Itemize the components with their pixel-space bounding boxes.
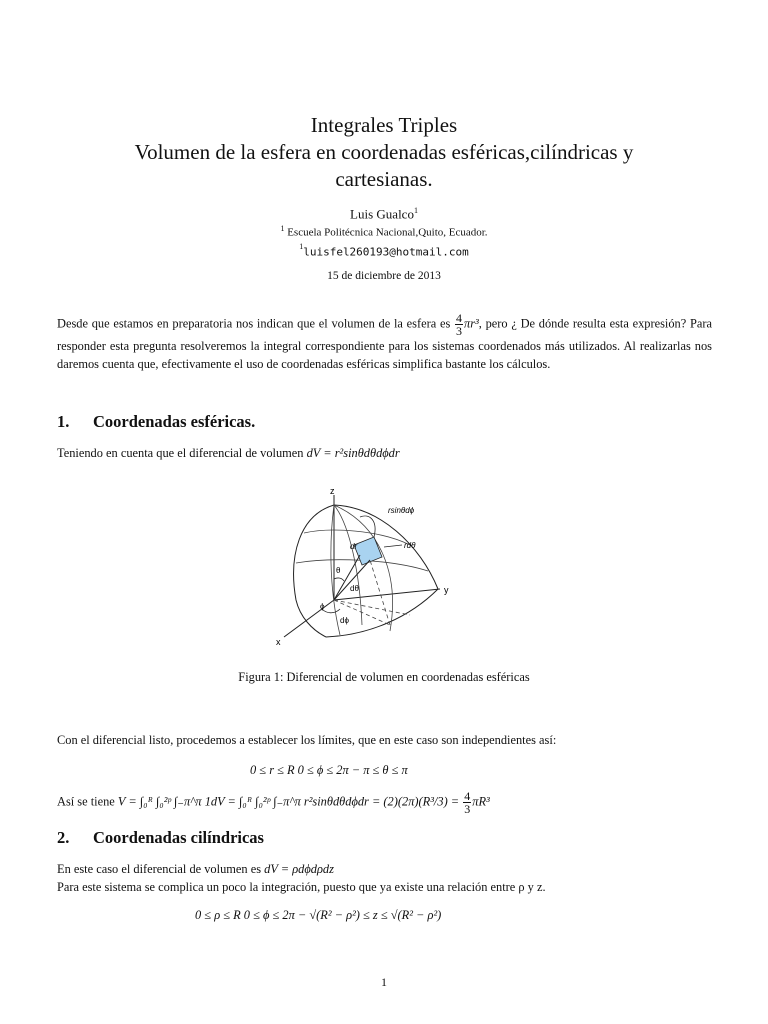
email-mark: 1 <box>299 242 304 251</box>
title-line-1: Integrales Triples <box>310 113 458 137</box>
affiliation-mark: 1 <box>280 224 285 233</box>
spherical-result <box>57 790 490 815</box>
spherical-coordinates-figure <box>270 485 470 655</box>
intro-part2: , pero ¿ De dónde <box>478 316 570 331</box>
result-expr: V = ∫₀ᴿ ∫₀²ᵖ ∫₋π^π 1dV = ∫₀ᴿ ∫₀²ᵖ ∫₋π^π r²sinθdθdϕdr = (2)(2π)(R³/3) = <box>117 794 460 809</box>
intro-frac-den: 3 <box>456 324 463 338</box>
section-2-heading <box>57 828 264 848</box>
fig-label-y: y <box>444 585 449 595</box>
fig-label-dphi: dϕ <box>340 616 349 625</box>
spherical-limits: 0 ≤ r ≤ R 0 ≤ ϕ ≤ 2π − π ≤ θ ≤ π <box>250 763 408 777</box>
title-line-3: cartesianas. <box>335 167 433 191</box>
author-email[interactable]: luisfel260193@hotmail.com <box>303 245 469 259</box>
fig-label-rsin: rsinθdϕ <box>388 506 415 515</box>
section-1-text: Teniendo en cuenta que el diferencial de volumen <box>57 446 304 460</box>
section-1-intro <box>57 444 712 462</box>
limits-intro: Con el diferencial listo, procedemos a establecer los límites, que en este caso son independientes así: <box>57 733 557 747</box>
section-2-line-2: Para este sistema se complica un poco la integración, puesto que ya existe una relación entre ρ y z. <box>57 880 546 894</box>
cylindrical-limits: 0 ≤ ρ ≤ R 0 ≤ ϕ ≤ 2π − √(R² − ρ²) ≤ z ≤ √(R² − ρ²) <box>195 908 442 922</box>
fig-label-x: x <box>276 637 281 647</box>
section-2-title: Coordenadas cilíndricas <box>93 828 264 847</box>
author-name: Luis Gualco <box>350 206 414 222</box>
figure-1-caption: Figura 1: Diferencial de volumen en coordenadas esféricas <box>238 670 530 684</box>
author-mark: 1 <box>413 206 418 215</box>
result-frac-den: 3 <box>464 802 471 816</box>
intro-frac-num: 4 <box>456 311 463 325</box>
result-fraction <box>463 790 471 815</box>
fig-label-z: z <box>330 486 335 496</box>
intro-part1: Desde que estamos en preparatoria nos indican que el volumen de la esfera es <box>57 316 451 331</box>
fig-label-rdtheta: rdθ <box>404 541 416 550</box>
fig-label-phi: ϕ <box>320 602 325 611</box>
section-2-number: 2. <box>57 828 70 847</box>
section-2-line-1 <box>57 860 712 878</box>
section-2-line-1-text: En este caso el diferencial de volumen es <box>57 862 262 876</box>
page-number: 1 <box>381 975 387 989</box>
title-line-2: Volumen de la esfera en coordenadas esféricas,cilíndricas y <box>134 140 634 164</box>
result-prefix: Así se tiene <box>57 794 115 809</box>
author-block <box>60 206 708 222</box>
intro-fraction <box>455 312 463 337</box>
document-date: 15 de diciembre de 2013 <box>327 270 441 282</box>
fig-label-dtheta: dθ <box>350 584 359 593</box>
section-1-dv: dV = r²sinθdθdϕdr <box>306 446 400 460</box>
section-1-title: Coordenadas esféricas. <box>93 412 256 431</box>
section-2-dv: dV = ρdϕdρdz <box>264 862 334 876</box>
result-tail: πR³ <box>472 794 490 809</box>
affiliation-line <box>60 224 708 239</box>
intro-rest: resulta esta expresión? Para responder esta pregunta resolveremos la integral correspondiente para los sistemas coordenados más utilizados. Al realizarlas nos daremos cuenta que, efectivamente el uso de coordenadas esféricas simplifica bastante los cálculos. <box>57 316 712 371</box>
section-1-heading <box>57 412 255 432</box>
intro-expr: πr³ <box>464 316 479 331</box>
fig-label-theta: θ <box>336 566 341 575</box>
fig-label-dr: dr <box>350 542 358 551</box>
result-frac-num: 4 <box>464 789 471 803</box>
section-1-number: 1. <box>57 412 70 431</box>
intro-paragraph <box>57 312 712 373</box>
email-line <box>60 242 708 260</box>
affiliation-text: Escuela Politécnica Nacional,Quito, Ecuador. <box>287 226 488 239</box>
